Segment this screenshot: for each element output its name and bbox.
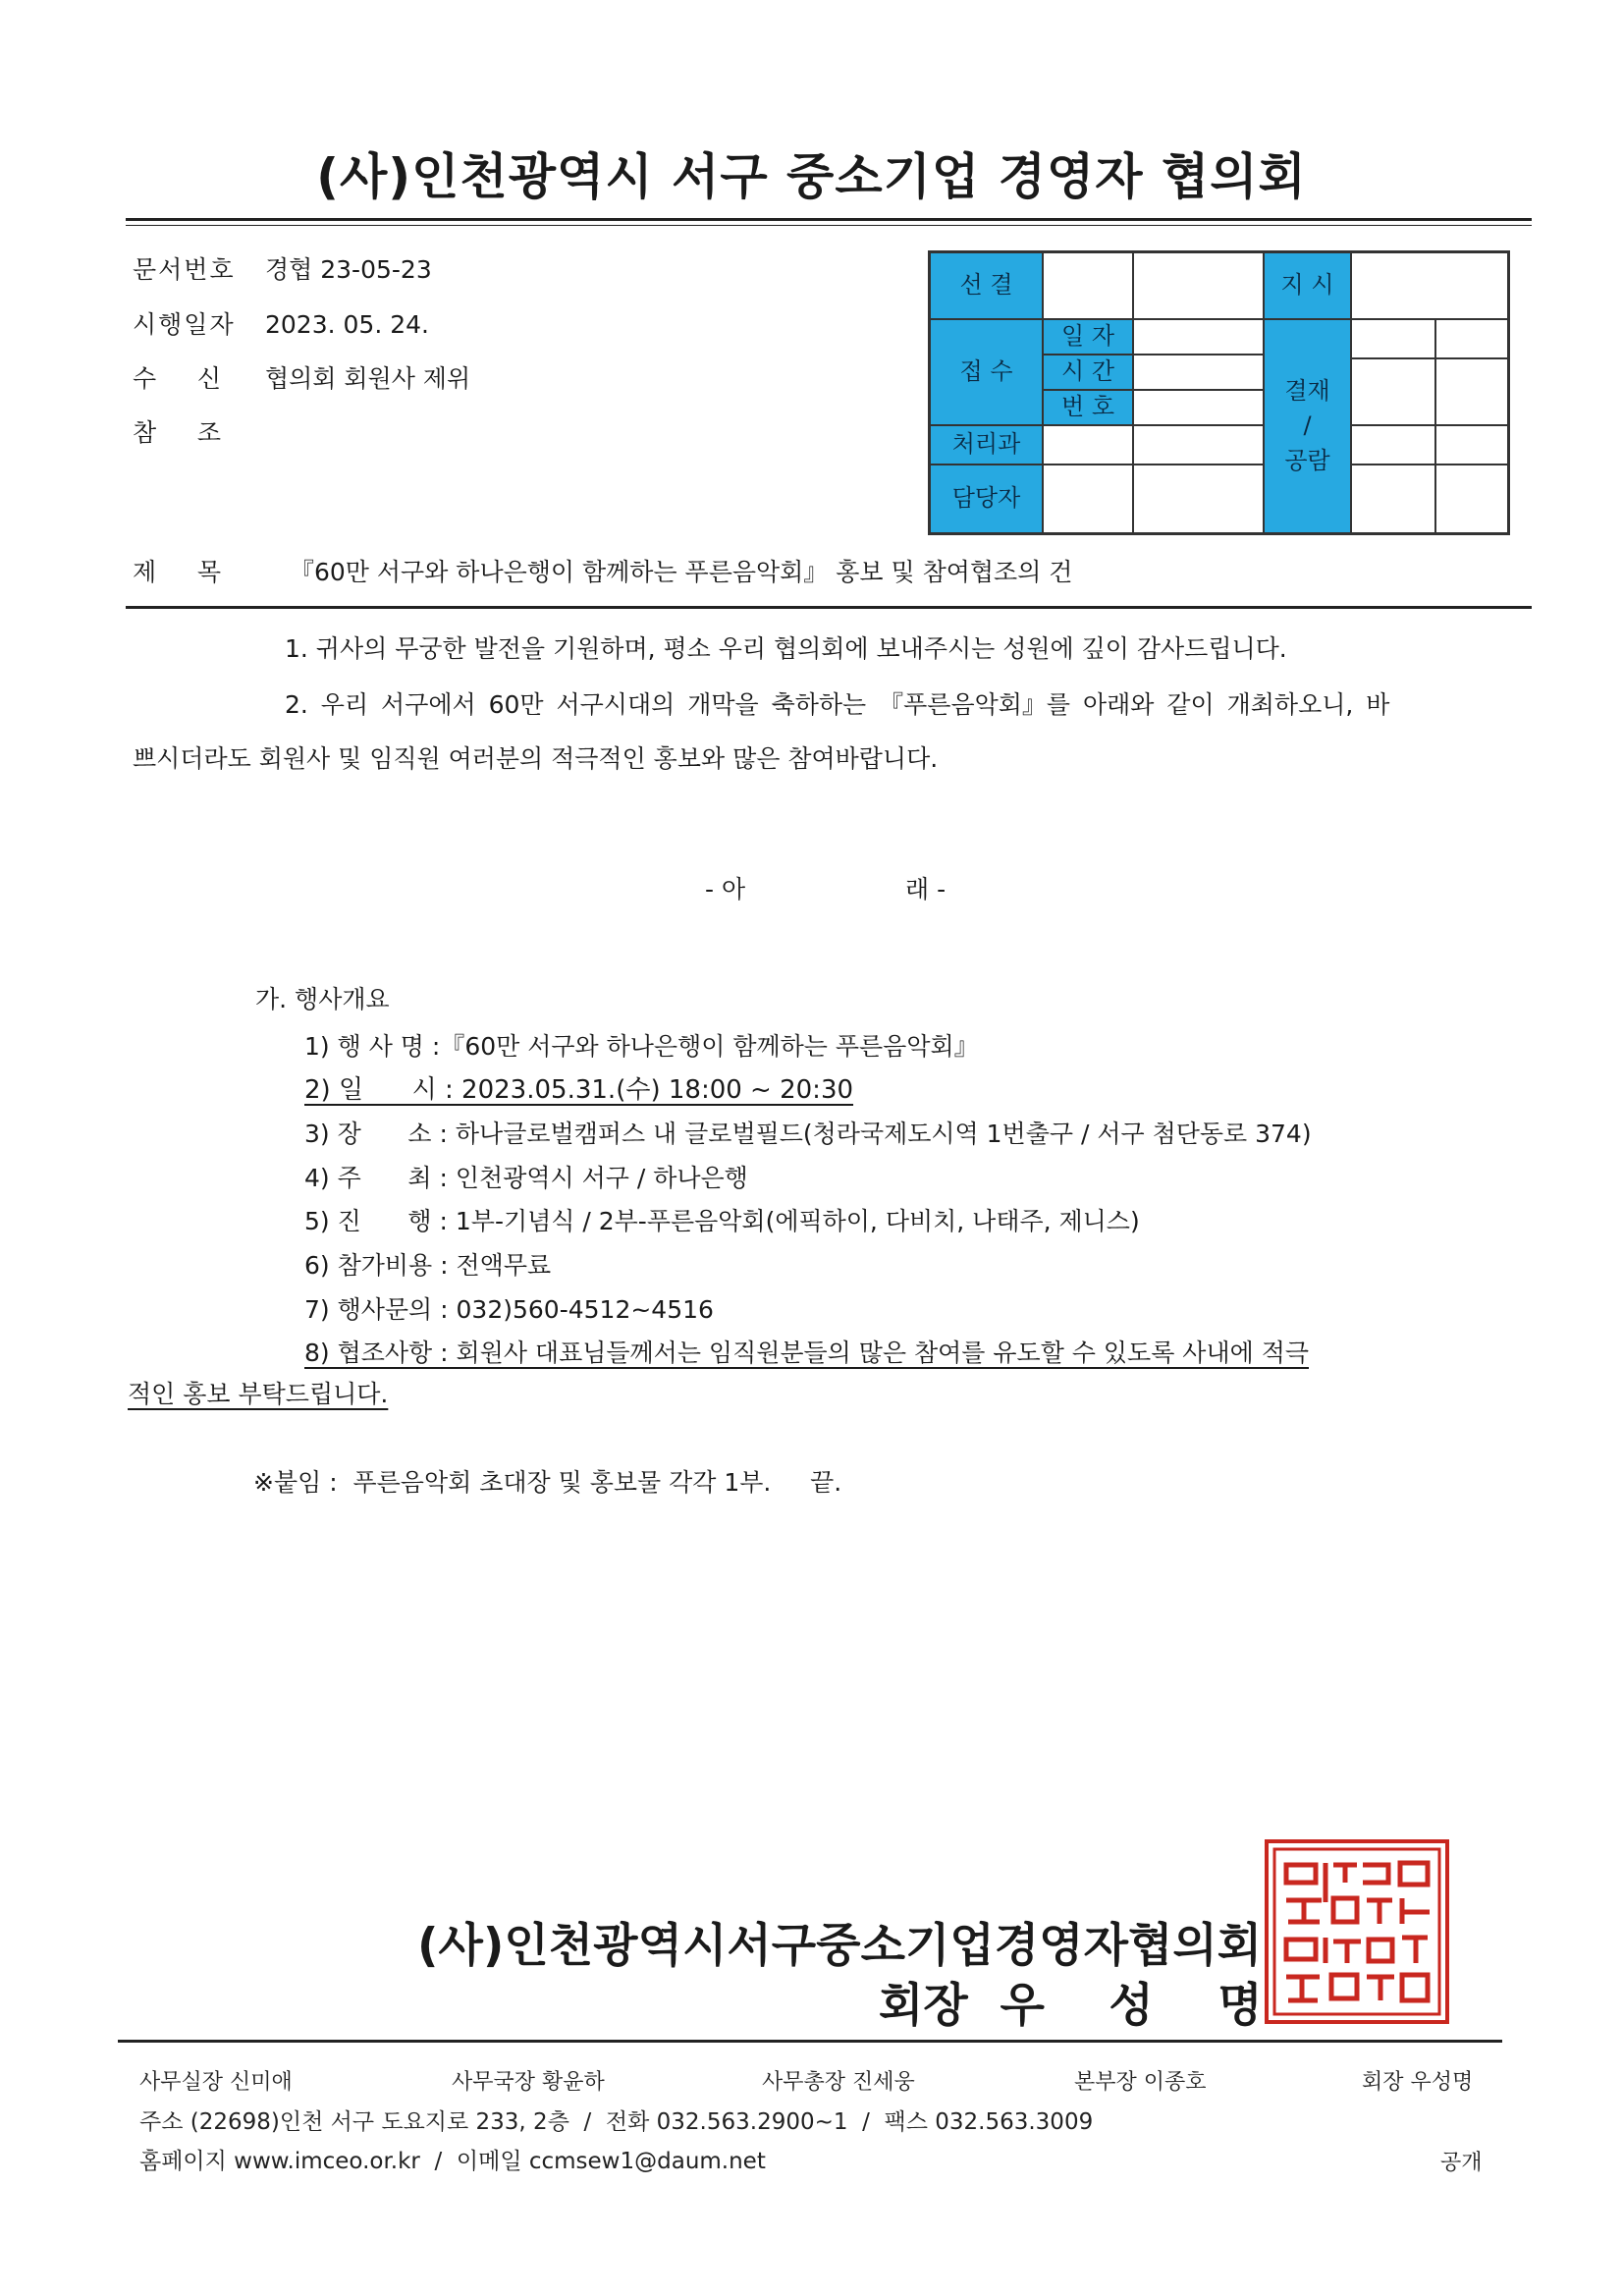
subject-label: 제 목 — [133, 558, 224, 586]
approval-cell — [1133, 355, 1264, 390]
seal-icon — [1269, 1843, 1445, 2020]
paragraph-2-line-2: 쁘시더라도 회원사 및 임직원 여러분의 적극적인 홍보와 많은 참여바랍니다. — [133, 744, 939, 773]
approval-cell — [1133, 425, 1264, 465]
section-heading: 가. 행사개요 — [255, 985, 390, 1013]
disclosure-status: 공개 — [1440, 2151, 1483, 2175]
approval-cell — [1351, 319, 1435, 358]
approval-gyeoljae: 결재 / 공람 — [1264, 319, 1351, 533]
approval-cell — [1043, 425, 1133, 465]
approval-jeopsu: 접 수 — [930, 319, 1043, 425]
approval-cell — [1435, 319, 1508, 358]
doc-number-value: 경협 23-05-23 — [265, 255, 432, 284]
approval-cell — [1133, 319, 1264, 355]
date-value: 2023. 05. 24. — [265, 310, 429, 339]
event-item-8-line-2: 적인 홍보 부탁드립니다. — [128, 1380, 389, 1408]
approval-jisi: 지 시 — [1264, 252, 1351, 319]
subject-value: 『60만 서구와 하나은행이 함께하는 푸른음악회』 홍보 및 참여협조의 건 — [290, 558, 1073, 586]
approval-cell — [1133, 252, 1264, 319]
signature-title: 회장 우 성 명 — [879, 1979, 1263, 2033]
event-item-3: 3) 장 소 : 하나글로벌캠퍼스 내 글로벌필드(청라국제도시역 1번출구 / 서구 첨단동로 374) — [304, 1120, 1312, 1148]
doc-number-label: 문서번호 — [133, 255, 236, 284]
event-item-6: 6) 참가비용 : 전액무료 — [304, 1251, 552, 1280]
approval-seongyeol: 선 결 — [930, 252, 1043, 319]
approval-damdangja: 담당자 — [930, 465, 1043, 533]
reference-label: 참 조 — [133, 418, 224, 447]
approval-grid — [928, 250, 1510, 535]
official-seal — [1265, 1839, 1449, 2024]
signature-organization: (사)인천광역시서구중소기업경영자협의회 — [417, 1919, 1263, 1973]
approval-sigan: 시 간 — [1043, 355, 1133, 390]
title-rule-thick — [126, 218, 1532, 221]
officer-5: 회장 우성명 — [1362, 2070, 1474, 2095]
approval-cell — [1133, 465, 1264, 533]
event-item-8-line-1: 8) 협조사항 : 회원사 대표님들께서는 임직원분들의 많은 참여를 유도할 수 있도록 사내에 적극 — [304, 1339, 1309, 1367]
event-item-1: 1) 행 사 명 :『60만 서구와 하나은행이 함께하는 푸른음악회』 — [304, 1032, 979, 1061]
date-row — [133, 312, 429, 337]
approval-cell — [1043, 465, 1133, 533]
approval-cell — [1435, 358, 1508, 425]
footer-address: 주소 (22698)인천 서구 도요지로 233, 2층 / 전화 032.563.2900~1 / 팩스 032.563.3009 — [139, 2109, 1094, 2135]
recipient-row — [133, 366, 470, 391]
event-item-2: 2) 일 시 : 2023.05.31.(수) 18:00 ~ 20:30 — [304, 1075, 854, 1105]
organization-title: (사)인천광역시 서구 중소기업 경영자 협의회 — [316, 148, 1307, 205]
notice-heading-right: 래 - — [905, 875, 947, 903]
approval-cell — [1435, 425, 1508, 465]
subject-row — [133, 560, 1072, 584]
event-item-4: 4) 주 최 : 인천광역시 서구 / 하나은행 — [304, 1164, 748, 1192]
approval-cheorigwa: 처리과 — [930, 425, 1043, 465]
paragraph-1: 1. 귀사의 무궁한 발전을 기원하며, 평소 우리 협의회에 보내주시는 성원에 깊이 감사드립니다. — [285, 634, 1287, 663]
notice-heading-left: - 아 — [705, 875, 746, 903]
officer-1: 사무실장 신미애 — [139, 2070, 293, 2095]
officer-4: 본부장 이종호 — [1074, 2070, 1207, 2095]
officer-3: 사무총장 진세웅 — [762, 2070, 915, 2095]
approval-cell — [1133, 390, 1264, 425]
approval-cell — [1351, 252, 1508, 319]
subject-rule — [126, 606, 1532, 609]
officer-2: 사무국장 황윤하 — [452, 2070, 605, 2095]
paragraph-2-line-1: 2. 우리 서구에서 60만 서구시대의 개막을 축하하는 『푸른음악회』를 아래와 같이 개최하오니, 바 — [285, 690, 1390, 719]
date-label: 시행일자 — [133, 310, 236, 339]
approval-cell — [1351, 465, 1435, 533]
approval-beonho: 번 호 — [1043, 390, 1133, 425]
approval-cell — [1043, 252, 1133, 319]
approval-cell — [1351, 358, 1435, 425]
reference-row — [133, 420, 265, 445]
recipient-label: 수 신 — [133, 364, 224, 393]
event-item-7: 7) 행사문의 : 032)560-4512~4516 — [304, 1295, 714, 1324]
recipient-value: 협의회 회원사 제위 — [265, 364, 471, 393]
approval-ilja: 일 자 — [1043, 319, 1133, 355]
doc-number-row — [133, 257, 432, 282]
event-item-5: 5) 진 행 : 1부-기념식 / 2부-푸른음악회(에픽하이, 다비치, 나태주, 제니스) — [304, 1207, 1140, 1235]
footer-rule — [118, 2040, 1502, 2043]
approval-cell — [1435, 465, 1508, 533]
title-rule-thin — [126, 225, 1532, 226]
attachment-note: ※붙임 : 푸른음악회 초대장 및 홍보물 각각 1부. 끝. — [253, 1468, 842, 1497]
approval-cell — [1351, 425, 1435, 465]
footer-web: 홈페이지 www.imceo.or.kr / 이메일 ccmsew1@daum.net — [139, 2149, 766, 2174]
